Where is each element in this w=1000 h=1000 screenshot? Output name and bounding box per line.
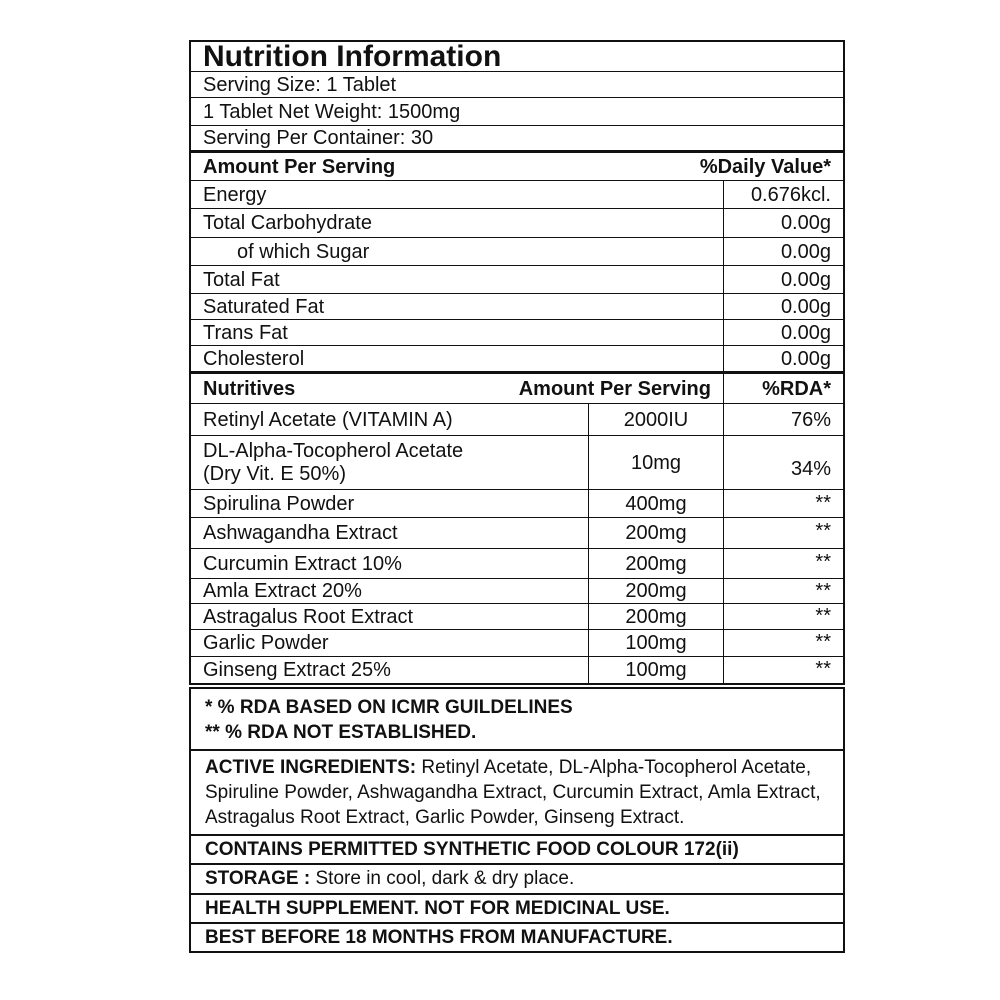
nutritive-amount: 400mg [589,490,724,517]
nutrient-value: 0.00g [780,347,831,370]
storage-note [191,865,843,894]
rda-header: %RDA* [762,377,831,400]
nutritive-rda: ** [815,580,831,602]
rda-not-established-note: ** % RDA NOT ESTABLISHED. [205,722,477,744]
net-weight: 1 Tablet Net Weight: 1500mg [203,100,461,123]
nutrient-value: 0.00g [780,240,831,263]
nutritive-amount: 100mg [589,657,724,683]
nutritive-row [191,579,843,604]
nutritive-row [191,630,843,657]
nutritive-rda: 76% [790,408,831,431]
nutrition-row [191,320,843,346]
nutritive-rda: ** [815,605,831,627]
nutritive-amount: 2000IU [589,404,724,435]
active-ingredients [191,751,843,836]
nutritive-row [191,604,843,630]
amount-per-serving-header: Amount Per Serving [461,374,724,403]
nutrient-name: Total Carbohydrate [191,209,724,237]
best-before-note [191,924,843,951]
nutritive-name: Spirulina Powder [191,490,589,517]
nutrient-name: of which Sugar [191,238,724,265]
nutritive-name: Amla Extract 20% [191,579,589,603]
notes-box [189,687,845,953]
nutritive-amount: 200mg [589,549,724,578]
storage-text: Store in cool, dark & dry place. [310,868,575,890]
nutritive-name: Curcumin Extract 10% [191,549,589,578]
nutritive-row [191,518,843,549]
nutritive-name: Astragalus Root Extract [191,604,589,629]
nutritive-row [191,404,843,436]
nutritive-amount: 200mg [589,604,724,629]
amount-per-serving-label: Amount Per Serving [203,155,396,178]
nutritive-amount: 100mg [589,630,724,656]
nutrient-value: 0.00g [780,295,831,318]
active-ingredients-text: Retinyl Acetate, DL-Alpha-Tocopherol Acetate, Spiruline Powder, Ashwagandha Extract, Curcumin Extract, Amla Extract, Astragalus Root Extract, Garlic Powder, Ginseng Extract. [205,757,821,829]
nutrient-value: 0.00g [780,212,831,234]
nutrition-row [191,266,843,294]
nutritive-name: Ashwagandha Extract [191,518,589,548]
nutritive-rda: ** [815,520,831,542]
food-colour-note [191,836,843,865]
nutrient-value: 0.00g [780,268,831,291]
nutritives-header-row [191,374,843,404]
nutritive-rda: ** [815,631,831,653]
nutrient-name: Cholesterol [191,346,724,371]
best-before-text: BEST BEFORE 18 MONTHS FROM MANUFACTURE. [205,926,673,948]
nutritive-name-detail: (Dry Vit. E 50%) [203,462,346,485]
nutritive-name: Retinyl Acetate (VITAMIN A) [191,404,589,435]
nutritive-amount: 200mg [589,518,724,548]
health-supplement-note [191,895,843,924]
food-colour-text: CONTAINS PERMITTED SYNTHETIC FOOD COLOUR 172(ii) [205,839,739,861]
nutritive-amount: 200mg [589,579,724,603]
nutritive-row [191,436,843,490]
nutritive-rda: ** [815,492,831,514]
amount-header-row [191,153,843,181]
title-row [191,39,843,73]
nutrition-row [191,209,843,238]
nutritive-amount: 10mg [589,436,724,489]
serving-size-row [191,72,843,98]
nutrient-value: 0.00g [780,321,831,344]
serving-size: Serving Size: 1 Tablet [203,73,397,96]
nutritive-name: DL-Alpha-Tocopherol Acetate [203,439,464,462]
rda-basis-note: * % RDA BASED ON ICMR GUILDELINES [205,697,573,718]
nutritive-row [191,549,843,579]
net-weight-row [191,98,843,126]
nutritive-name-cell [191,436,589,489]
nutrition-table [189,40,845,685]
nutritive-row [191,490,843,518]
nutritive-name: Ginseng Extract 25% [191,657,589,683]
nutritive-rda: ** [815,551,831,573]
nutrient-name: Energy [191,181,724,208]
servings-per-container: Serving Per Container: 30 [203,127,434,149]
rda-notes [191,689,843,751]
nutritive-row [191,657,843,683]
daily-value-label: %Daily Value* [699,155,831,178]
nutrient-name: Trans Fat [191,320,724,345]
nutritive-name: Garlic Powder [191,630,589,656]
nutrition-row [191,346,843,374]
nutrition-title: Nutrition Information [203,39,502,73]
nutrient-name: Saturated Fat [191,294,724,319]
servings-per-container-row [191,126,843,153]
nutrition-panel [189,40,845,685]
nutrition-row [191,294,843,320]
nutritives-label: Nutritives [203,377,296,400]
nutrition-row [191,238,843,266]
nutrition-row [191,181,843,209]
nutritive-rda: 34% [790,457,831,480]
active-ingredients-label: ACTIVE INGREDIENTS: [205,757,417,779]
nutritive-rda: ** [815,658,831,680]
storage-label: STORAGE : [205,868,311,890]
nutrient-value: 0.676kcl. [750,183,831,206]
health-supplement-text: HEALTH SUPPLEMENT. NOT FOR MEDICINAL USE. [205,897,670,919]
nutrient-name: Total Fat [191,266,724,293]
